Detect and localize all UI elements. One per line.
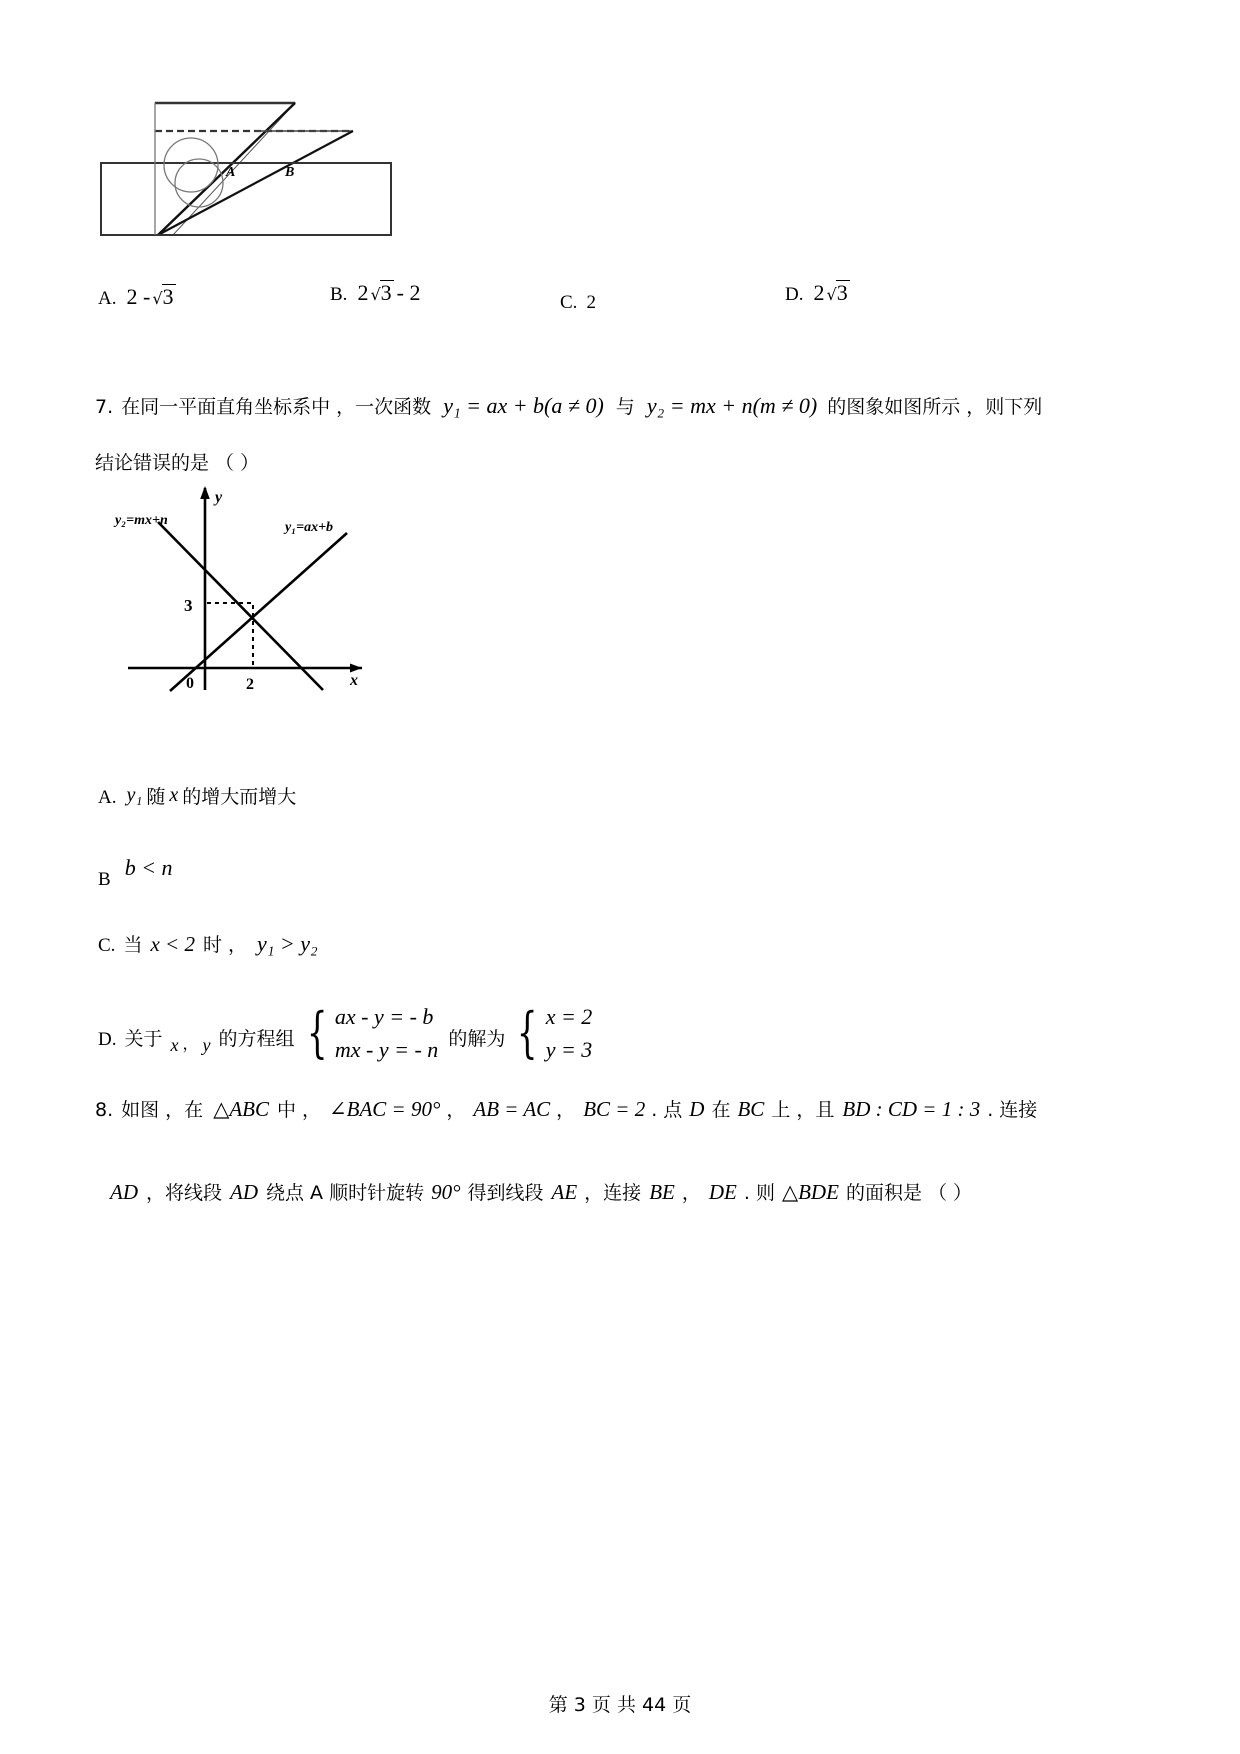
q8-triangle-abc: △ABC bbox=[213, 1097, 269, 1121]
q8-t7: ， bbox=[556, 1099, 576, 1121]
q6-option-b-radicand: 3 bbox=[380, 280, 392, 305]
question7-stem-line1 bbox=[95, 392, 1042, 419]
question6-figure bbox=[95, 75, 455, 265]
q7-option-a-mid: 随 bbox=[146, 786, 166, 808]
q7-option-c-condition: x < 2 bbox=[150, 932, 195, 956]
q8-segment-be: BE bbox=[649, 1180, 675, 1204]
tick-label-x-2: 2 bbox=[246, 676, 254, 693]
q7-option-b[interactable] bbox=[98, 855, 173, 890]
q7-option-d-system bbox=[299, 1000, 439, 1066]
q8-t13: 上 ，且 bbox=[771, 1099, 835, 1121]
q8-t11: 在 bbox=[711, 1099, 731, 1121]
question8-line1 bbox=[95, 1095, 1037, 1122]
figure-label-B: B bbox=[285, 165, 295, 180]
line-label-y2: y₂=mx+n bbox=[115, 513, 168, 528]
q6-option-a[interactable] bbox=[98, 284, 176, 310]
q8-t5: ， bbox=[446, 1099, 466, 1121]
q6-option-b-radical: √3 bbox=[370, 280, 392, 305]
q7-option-d-var2: y bbox=[202, 1034, 211, 1055]
q8-segment-de: DE bbox=[708, 1180, 737, 1204]
q6-option-b[interactable] bbox=[330, 280, 420, 306]
question7-figure bbox=[110, 478, 410, 723]
q8-l2-t8: ，连接 bbox=[584, 1182, 642, 1204]
q8-l2-t10: ， bbox=[681, 1182, 701, 1204]
page-footer bbox=[0, 1690, 1240, 1717]
figure-label-A: A bbox=[226, 165, 236, 180]
q6-option-a-radicand: 3 bbox=[162, 284, 174, 309]
q7-option-c[interactable] bbox=[98, 930, 318, 957]
q8-segment-bc: BC bbox=[737, 1097, 765, 1121]
q6-option-c-letter: C. bbox=[560, 292, 578, 313]
linear-functions-graph bbox=[110, 478, 410, 718]
q8-l2-t6: 得到线段 bbox=[467, 1182, 544, 1204]
q8-t9: . 点 bbox=[651, 1099, 683, 1121]
q7-option-d-var1: x bbox=[170, 1034, 179, 1055]
left-brace-solution-icon: { bbox=[517, 1000, 538, 1064]
q8-point-d: D bbox=[689, 1097, 705, 1121]
q7-option-a-letter: A. bbox=[98, 787, 117, 808]
q7-text-2: 与 bbox=[615, 396, 635, 418]
q8-bc-value: BC = 2 bbox=[583, 1097, 646, 1121]
q6-option-d-letter: D. bbox=[785, 284, 804, 305]
q6-option-a-radical: √3 bbox=[152, 284, 174, 309]
q7-option-c-expr: y₁ > y₂ bbox=[257, 931, 318, 956]
q7-option-d-mid: 的方程组 bbox=[218, 1027, 295, 1050]
q6-option-d-radicand: 3 bbox=[836, 280, 848, 305]
q8-ab-ac: AB = AC bbox=[473, 1097, 551, 1121]
q8-l2-t14: 的面积是 （ ） bbox=[845, 1182, 973, 1204]
q7-formula-2: y₂ = mx + n(m ≠ 0) bbox=[646, 393, 818, 418]
axis-label-y: y bbox=[215, 489, 223, 506]
q8-l2-t2: ，将线段 bbox=[146, 1182, 223, 1204]
origin-label: 0 bbox=[186, 675, 194, 692]
q7-number: 7. bbox=[95, 396, 114, 418]
left-brace-icon: { bbox=[306, 1000, 328, 1064]
q8-l2-t4: 绕点 A 顺时针旋转 bbox=[266, 1182, 425, 1204]
line-label-y1: y₁=ax+b bbox=[285, 520, 334, 535]
q8-angle-bac: ∠BAC = 90° bbox=[329, 1097, 441, 1121]
q7-text-4: 结论错误的是 （ ） bbox=[95, 452, 260, 474]
q8-segment-ad: AD bbox=[110, 1180, 138, 1204]
q7-option-d-solution-x: x = 2 bbox=[545, 1004, 593, 1029]
q7-option-d-solution bbox=[509, 1000, 592, 1066]
q6-option-b-coef: 2 bbox=[357, 280, 369, 305]
q8-t3: 中 ， bbox=[277, 1099, 322, 1121]
axis-label-x: x bbox=[350, 672, 358, 689]
q8-segment-ae: AE bbox=[551, 1180, 578, 1204]
page-number-text: 第 3 页 共 44 页 bbox=[548, 1694, 692, 1716]
q8-t1: 如图 ，在 bbox=[121, 1099, 204, 1121]
q7-option-d-lead: 关于 bbox=[124, 1027, 163, 1050]
question8-line2 bbox=[110, 1178, 972, 1205]
q7-option-c-letter: C. bbox=[98, 935, 116, 956]
q7-option-d-system-eq2: mx - y = - n bbox=[334, 1037, 439, 1062]
q8-ratio: BD : CD = 1 : 3 bbox=[842, 1097, 981, 1121]
q8-number: 8. bbox=[95, 1099, 114, 1121]
q6-option-b-tail: - 2 bbox=[396, 280, 421, 305]
q8-t15: . 连接 bbox=[987, 1099, 1038, 1121]
q8-triangle-bde: △BDE bbox=[781, 1180, 839, 1204]
q7-option-a-tail: 的增大而增大 bbox=[182, 786, 297, 808]
q6-option-c-value: 2 bbox=[586, 292, 596, 313]
q6-option-d[interactable] bbox=[785, 280, 850, 306]
q7-option-d-system-eq1: ax - y = - b bbox=[334, 1004, 434, 1029]
q6-option-a-letter: A. bbox=[98, 288, 117, 309]
q7-option-d[interactable] bbox=[98, 1000, 592, 1066]
q6-option-d-radical: √3 bbox=[826, 280, 848, 305]
q6-option-b-letter: B. bbox=[330, 284, 348, 305]
q7-option-b-expr: b < n bbox=[124, 855, 173, 880]
q7-formula-1: y₁ = ax + b(a ≠ 0) bbox=[443, 393, 604, 418]
q6-option-d-coef: 2 bbox=[813, 280, 825, 305]
q7-text-3: 的图象如图所示 ，则下列 bbox=[827, 396, 1043, 418]
parallelogram-rectangle-circles-diagram bbox=[95, 75, 455, 260]
q8-l2-t12: . 则 bbox=[743, 1182, 775, 1204]
q7-option-d-solution-y: y = 3 bbox=[545, 1037, 593, 1062]
q7-text-1: 在同一平面直角坐标系中 ，一次函数 bbox=[121, 396, 432, 418]
q8-rotation-angle: 90° bbox=[431, 1180, 461, 1204]
q7-option-a-var1: y₁ bbox=[126, 784, 143, 806]
q6-option-c[interactable] bbox=[560, 292, 596, 314]
q7-option-d-comma: ， bbox=[182, 1033, 199, 1053]
q7-option-b-letter: B bbox=[98, 869, 111, 890]
q7-option-c-mid: 时 ， bbox=[202, 934, 247, 956]
q7-option-a-var2: x bbox=[169, 784, 179, 806]
tick-label-y-3: 3 bbox=[184, 596, 193, 615]
question7-stem-line2 bbox=[95, 448, 259, 475]
q8-segment-ad-2: AD bbox=[230, 1180, 259, 1204]
q6-option-a-coef: 2 - bbox=[126, 284, 151, 309]
q7-option-c-lead: 当 bbox=[123, 934, 143, 956]
q7-option-d-mid2: 的解为 bbox=[448, 1027, 506, 1050]
q7-option-a[interactable] bbox=[98, 782, 296, 809]
q7-option-d-letter: D. bbox=[98, 1028, 117, 1050]
